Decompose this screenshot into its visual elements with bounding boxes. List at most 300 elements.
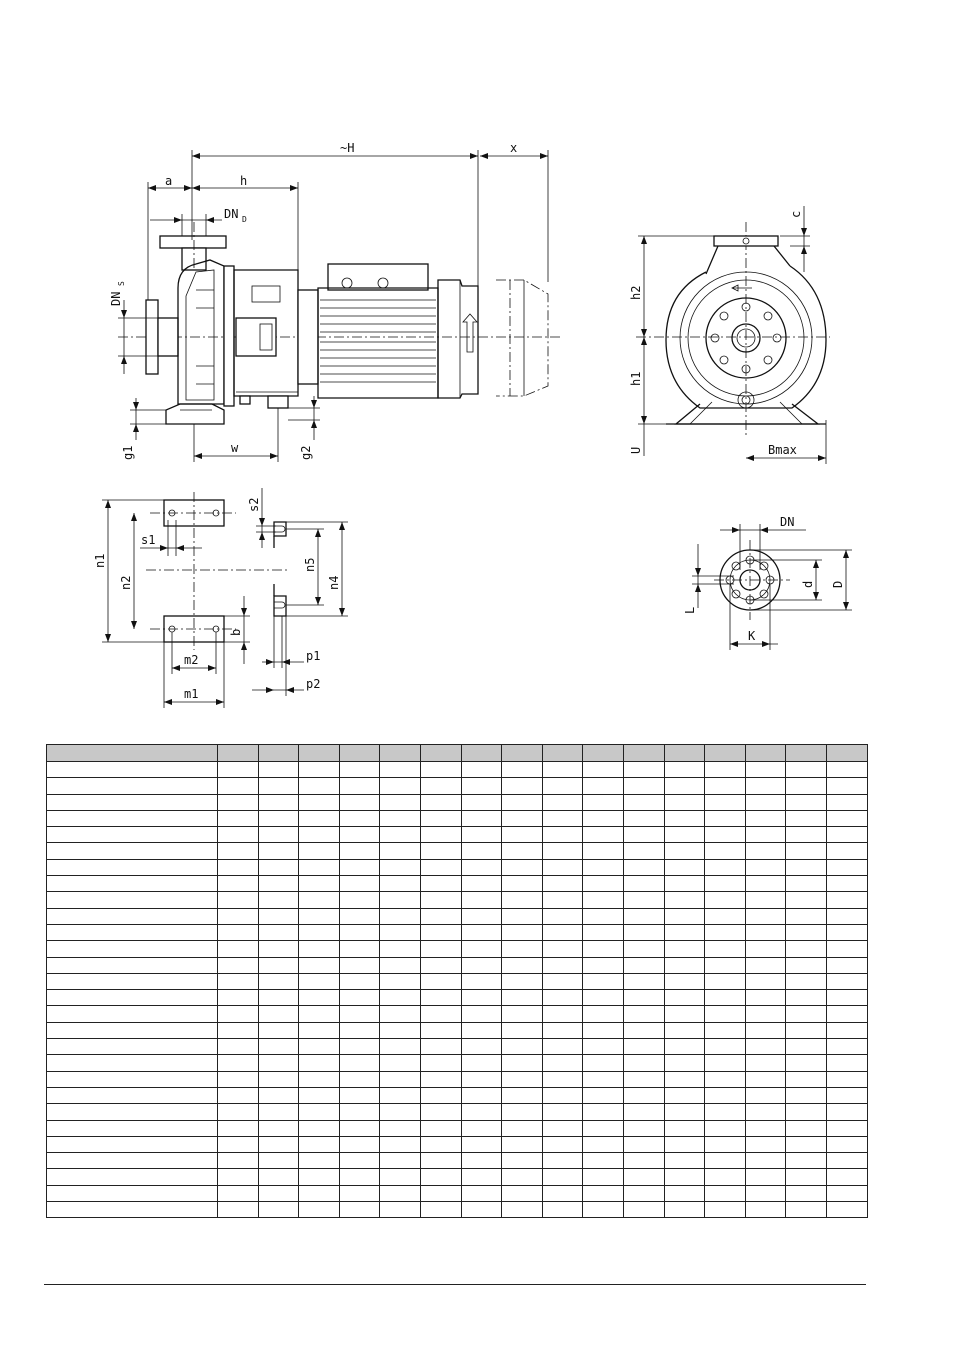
table-cell bbox=[826, 1055, 867, 1071]
table-cell bbox=[826, 1169, 867, 1185]
dim-m1: m1 bbox=[184, 687, 199, 701]
table-cell bbox=[583, 1055, 624, 1071]
table-cell bbox=[664, 924, 705, 940]
table-row bbox=[47, 1136, 868, 1152]
table-cell bbox=[542, 1055, 583, 1071]
table-cell bbox=[339, 1039, 380, 1055]
dim-DN: DN bbox=[780, 515, 795, 529]
table-cell bbox=[502, 1169, 543, 1185]
table-cell bbox=[502, 1153, 543, 1169]
table-row bbox=[47, 1169, 868, 1185]
table-cell bbox=[218, 941, 259, 957]
table-cell bbox=[705, 1202, 746, 1218]
dim-K: K bbox=[748, 629, 756, 643]
dim-n5: n5 bbox=[303, 557, 317, 572]
table-cell bbox=[745, 794, 786, 810]
table-cell bbox=[502, 973, 543, 989]
table-cell bbox=[299, 1136, 340, 1152]
table-cell bbox=[218, 810, 259, 826]
table-cell bbox=[705, 1006, 746, 1022]
table-cell bbox=[745, 973, 786, 989]
table-header-cell bbox=[745, 745, 786, 762]
table-cell bbox=[218, 859, 259, 875]
table-cell bbox=[623, 1104, 664, 1120]
table-cell bbox=[826, 1153, 867, 1169]
table-cell bbox=[583, 990, 624, 1006]
table-cell bbox=[502, 827, 543, 843]
table-cell bbox=[218, 843, 259, 859]
table-cell bbox=[786, 990, 827, 1006]
table-cell bbox=[502, 810, 543, 826]
table-cell bbox=[47, 1039, 218, 1055]
table-cell bbox=[420, 957, 461, 973]
table-cell bbox=[461, 908, 502, 924]
table-header-cell bbox=[502, 745, 543, 762]
table-cell bbox=[583, 892, 624, 908]
table-cell bbox=[258, 778, 299, 794]
table-row bbox=[47, 843, 868, 859]
table-cell bbox=[47, 778, 218, 794]
table-cell bbox=[47, 1153, 218, 1169]
table-cell bbox=[218, 1055, 259, 1071]
table-cell bbox=[299, 957, 340, 973]
dim-c: c bbox=[789, 210, 803, 218]
table-cell bbox=[380, 1202, 421, 1218]
table-row bbox=[47, 1202, 868, 1218]
table-cell bbox=[299, 827, 340, 843]
table-cell bbox=[542, 1202, 583, 1218]
table-cell bbox=[705, 1169, 746, 1185]
table-cell bbox=[218, 990, 259, 1006]
table-cell bbox=[461, 1185, 502, 1201]
table-cell bbox=[583, 1006, 624, 1022]
table-cell bbox=[299, 1153, 340, 1169]
table-cell bbox=[745, 1006, 786, 1022]
table-cell bbox=[258, 843, 299, 859]
table-cell bbox=[542, 1120, 583, 1136]
table-cell bbox=[786, 1055, 827, 1071]
table-cell bbox=[258, 1120, 299, 1136]
table-cell bbox=[745, 1136, 786, 1152]
table-cell bbox=[786, 859, 827, 875]
table-cell bbox=[299, 1039, 340, 1055]
table-cell bbox=[786, 1071, 827, 1087]
table-cell bbox=[47, 1087, 218, 1103]
table-cell bbox=[47, 924, 218, 940]
table-cell bbox=[339, 876, 380, 892]
table-cell bbox=[339, 1071, 380, 1087]
table-cell bbox=[745, 778, 786, 794]
table-cell bbox=[664, 1169, 705, 1185]
table-cell bbox=[420, 1153, 461, 1169]
dim-L: L bbox=[683, 606, 697, 614]
table-cell bbox=[461, 1120, 502, 1136]
table-cell bbox=[420, 892, 461, 908]
table-cell bbox=[218, 892, 259, 908]
table-cell bbox=[826, 1039, 867, 1055]
table-row bbox=[47, 941, 868, 957]
table-cell bbox=[380, 1039, 421, 1055]
table-cell bbox=[47, 1104, 218, 1120]
table-cell bbox=[542, 778, 583, 794]
dim-U: U bbox=[629, 446, 643, 454]
dim-Bmax: Bmax bbox=[768, 443, 797, 457]
table-cell bbox=[258, 859, 299, 875]
table-cell bbox=[47, 1071, 218, 1087]
table-cell bbox=[461, 1153, 502, 1169]
table-cell bbox=[47, 794, 218, 810]
table-cell bbox=[745, 941, 786, 957]
table-cell bbox=[339, 1104, 380, 1120]
table-cell bbox=[218, 1022, 259, 1038]
table-cell bbox=[705, 762, 746, 778]
table-cell bbox=[786, 1185, 827, 1201]
table-cell bbox=[826, 1022, 867, 1038]
table-cell bbox=[339, 1185, 380, 1201]
table-cell bbox=[745, 1055, 786, 1071]
table-cell bbox=[826, 859, 867, 875]
table-cell bbox=[826, 1120, 867, 1136]
table-cell bbox=[664, 1120, 705, 1136]
table-cell bbox=[299, 1022, 340, 1038]
table-cell bbox=[461, 892, 502, 908]
table-cell bbox=[705, 892, 746, 908]
flange-detail bbox=[683, 515, 852, 650]
table-cell bbox=[258, 1006, 299, 1022]
table-cell bbox=[664, 941, 705, 957]
table-cell bbox=[745, 1087, 786, 1103]
table-cell bbox=[542, 957, 583, 973]
table-cell bbox=[218, 1006, 259, 1022]
table-cell bbox=[542, 924, 583, 940]
table-cell bbox=[258, 1087, 299, 1103]
table-cell bbox=[299, 843, 340, 859]
table-row bbox=[47, 778, 868, 794]
table-cell bbox=[786, 794, 827, 810]
table-cell bbox=[420, 1055, 461, 1071]
table-header-cell bbox=[705, 745, 746, 762]
dim-w: w bbox=[231, 441, 239, 455]
table-cell bbox=[583, 794, 624, 810]
table-row bbox=[47, 1104, 868, 1120]
table-header-cell bbox=[339, 745, 380, 762]
table-cell bbox=[218, 1169, 259, 1185]
table-cell bbox=[705, 973, 746, 989]
table-cell bbox=[664, 1153, 705, 1169]
table-cell bbox=[664, 1071, 705, 1087]
table-cell bbox=[705, 859, 746, 875]
table-cell bbox=[380, 1104, 421, 1120]
table-header bbox=[47, 745, 868, 762]
table-cell bbox=[380, 1136, 421, 1152]
table-cell bbox=[705, 1039, 746, 1055]
table-cell bbox=[786, 892, 827, 908]
table-cell bbox=[380, 810, 421, 826]
table-cell bbox=[745, 1153, 786, 1169]
table-cell bbox=[461, 1202, 502, 1218]
table-cell bbox=[664, 957, 705, 973]
table-cell bbox=[826, 762, 867, 778]
table-cell bbox=[461, 973, 502, 989]
dim-g1: g1 bbox=[121, 445, 135, 460]
table-cell bbox=[623, 859, 664, 875]
table-cell bbox=[502, 892, 543, 908]
table-cell bbox=[623, 794, 664, 810]
table-cell bbox=[583, 908, 624, 924]
table-cell bbox=[826, 1087, 867, 1103]
table-cell bbox=[461, 778, 502, 794]
table-cell bbox=[623, 941, 664, 957]
dim-a: a bbox=[165, 174, 173, 188]
table-cell bbox=[826, 941, 867, 957]
table-cell bbox=[542, 843, 583, 859]
table-cell bbox=[745, 762, 786, 778]
table-cell bbox=[745, 1202, 786, 1218]
table-cell bbox=[461, 990, 502, 1006]
table-cell bbox=[705, 827, 746, 843]
table-cell bbox=[339, 859, 380, 875]
table-cell bbox=[542, 1039, 583, 1055]
table-cell bbox=[664, 1136, 705, 1152]
table-cell bbox=[705, 1087, 746, 1103]
table-cell bbox=[299, 908, 340, 924]
table-cell bbox=[461, 1104, 502, 1120]
table-cell bbox=[502, 924, 543, 940]
table-cell bbox=[420, 810, 461, 826]
table-cell bbox=[339, 1169, 380, 1185]
table-cell bbox=[664, 990, 705, 1006]
table-cell bbox=[461, 941, 502, 957]
table-cell bbox=[461, 1039, 502, 1055]
dim-g2: g2 bbox=[299, 445, 313, 460]
table-cell bbox=[258, 794, 299, 810]
table-cell bbox=[502, 990, 543, 1006]
table-cell bbox=[664, 810, 705, 826]
table-row bbox=[47, 876, 868, 892]
table-cell bbox=[583, 876, 624, 892]
table-cell bbox=[218, 1104, 259, 1120]
table-cell bbox=[623, 762, 664, 778]
table-cell bbox=[583, 1120, 624, 1136]
table-cell bbox=[745, 1071, 786, 1087]
table-cell bbox=[258, 1055, 299, 1071]
table-cell bbox=[826, 908, 867, 924]
table-cell bbox=[339, 957, 380, 973]
table-cell bbox=[218, 924, 259, 940]
table-cell bbox=[258, 957, 299, 973]
table-cell bbox=[299, 762, 340, 778]
table-cell bbox=[218, 827, 259, 843]
table-cell bbox=[47, 1120, 218, 1136]
table-header-cell bbox=[420, 745, 461, 762]
table-cell bbox=[339, 1120, 380, 1136]
table-cell bbox=[542, 941, 583, 957]
table-cell bbox=[420, 1169, 461, 1185]
table-cell bbox=[786, 1120, 827, 1136]
table-cell bbox=[299, 1104, 340, 1120]
table-cell bbox=[380, 1169, 421, 1185]
table-cell bbox=[258, 1185, 299, 1201]
table-cell bbox=[47, 876, 218, 892]
table-cell bbox=[542, 876, 583, 892]
table-cell bbox=[218, 1039, 259, 1055]
table-row bbox=[47, 859, 868, 875]
table-cell bbox=[339, 762, 380, 778]
dim-x: x bbox=[510, 141, 518, 155]
table-cell bbox=[542, 908, 583, 924]
table-cell bbox=[664, 892, 705, 908]
table-cell bbox=[583, 778, 624, 794]
foundation-detail bbox=[93, 488, 348, 708]
table-cell bbox=[664, 794, 705, 810]
table-header-cell bbox=[461, 745, 502, 762]
table-row bbox=[47, 908, 868, 924]
table-cell bbox=[47, 990, 218, 1006]
dim-h1: h1 bbox=[629, 371, 643, 386]
table-cell bbox=[583, 859, 624, 875]
table-cell bbox=[583, 1169, 624, 1185]
table-row bbox=[47, 827, 868, 843]
table-cell bbox=[623, 1136, 664, 1152]
table-cell bbox=[47, 957, 218, 973]
table-cell bbox=[218, 794, 259, 810]
dim-m2: m2 bbox=[184, 653, 199, 667]
table-row bbox=[47, 1087, 868, 1103]
table-cell bbox=[623, 876, 664, 892]
table-cell bbox=[258, 1104, 299, 1120]
table-cell bbox=[745, 876, 786, 892]
table-cell bbox=[47, 1185, 218, 1201]
table-cell bbox=[826, 843, 867, 859]
table-cell bbox=[826, 778, 867, 794]
table-cell bbox=[623, 1022, 664, 1038]
table-cell bbox=[299, 1185, 340, 1201]
table-cell bbox=[786, 908, 827, 924]
table-cell bbox=[502, 957, 543, 973]
table-cell bbox=[258, 827, 299, 843]
table-cell bbox=[299, 1055, 340, 1071]
table-cell bbox=[786, 827, 827, 843]
table-cell bbox=[258, 892, 299, 908]
table-cell bbox=[502, 762, 543, 778]
table-cell bbox=[705, 1185, 746, 1201]
table-cell bbox=[380, 908, 421, 924]
table-cell bbox=[420, 827, 461, 843]
table-cell bbox=[420, 859, 461, 875]
table-cell bbox=[420, 1071, 461, 1087]
table-cell bbox=[664, 1185, 705, 1201]
table-cell bbox=[461, 876, 502, 892]
table-cell bbox=[380, 1022, 421, 1038]
side-view-dimensions bbox=[109, 141, 548, 462]
table-cell bbox=[461, 1006, 502, 1022]
table-cell bbox=[623, 778, 664, 794]
table-cell bbox=[339, 892, 380, 908]
table-cell bbox=[461, 1136, 502, 1152]
table-cell bbox=[583, 1153, 624, 1169]
table-cell bbox=[745, 843, 786, 859]
table-cell bbox=[786, 810, 827, 826]
table-cell bbox=[339, 1022, 380, 1038]
table-cell bbox=[339, 908, 380, 924]
table-cell bbox=[745, 1039, 786, 1055]
table-cell bbox=[47, 973, 218, 989]
dim-d: d bbox=[801, 580, 815, 588]
table-cell bbox=[745, 924, 786, 940]
table-cell bbox=[664, 778, 705, 794]
table-cell bbox=[380, 1071, 421, 1087]
table-cell bbox=[786, 843, 827, 859]
table-cell bbox=[745, 1169, 786, 1185]
table-header-cell bbox=[380, 745, 421, 762]
table-cell bbox=[258, 876, 299, 892]
table-cell bbox=[258, 1202, 299, 1218]
table-header-cell bbox=[664, 745, 705, 762]
table-cell bbox=[826, 1071, 867, 1087]
table-cell bbox=[339, 1087, 380, 1103]
table-cell bbox=[745, 957, 786, 973]
table-cell bbox=[502, 1055, 543, 1071]
table-cell bbox=[542, 1153, 583, 1169]
table-cell bbox=[339, 778, 380, 794]
table-cell bbox=[705, 1055, 746, 1071]
table-cell bbox=[380, 924, 421, 940]
table-cell bbox=[623, 843, 664, 859]
table-cell bbox=[420, 1202, 461, 1218]
dim-n4: n4 bbox=[327, 575, 341, 590]
table-cell bbox=[461, 810, 502, 826]
table-cell bbox=[218, 1120, 259, 1136]
table-row bbox=[47, 762, 868, 778]
table-cell bbox=[420, 778, 461, 794]
table-cell bbox=[47, 941, 218, 957]
table-cell bbox=[826, 810, 867, 826]
table-cell bbox=[420, 1006, 461, 1022]
table-cell bbox=[299, 990, 340, 1006]
table-header-cell bbox=[826, 745, 867, 762]
table-cell bbox=[623, 1006, 664, 1022]
table-cell bbox=[218, 762, 259, 778]
table-cell bbox=[502, 908, 543, 924]
table-cell bbox=[664, 1104, 705, 1120]
table-cell bbox=[502, 1185, 543, 1201]
table-cell bbox=[299, 892, 340, 908]
table-cell bbox=[542, 990, 583, 1006]
table-cell bbox=[47, 908, 218, 924]
table-cell bbox=[299, 1169, 340, 1185]
table-cell bbox=[664, 762, 705, 778]
table-cell bbox=[420, 941, 461, 957]
table-header-cell bbox=[299, 745, 340, 762]
table-cell bbox=[542, 1185, 583, 1201]
table-cell bbox=[664, 843, 705, 859]
table-cell bbox=[502, 1071, 543, 1087]
table-cell bbox=[705, 990, 746, 1006]
table-cell bbox=[786, 1006, 827, 1022]
table-cell bbox=[583, 810, 624, 826]
table-cell bbox=[583, 941, 624, 957]
table-cell bbox=[502, 941, 543, 957]
table-cell bbox=[583, 957, 624, 973]
dim-D: D bbox=[831, 580, 845, 588]
table-cell bbox=[380, 827, 421, 843]
table-cell bbox=[47, 1169, 218, 1185]
table-cell bbox=[745, 810, 786, 826]
table-cell bbox=[258, 1153, 299, 1169]
table-cell bbox=[299, 1202, 340, 1218]
table-cell bbox=[542, 1071, 583, 1087]
table-cell bbox=[502, 1202, 543, 1218]
